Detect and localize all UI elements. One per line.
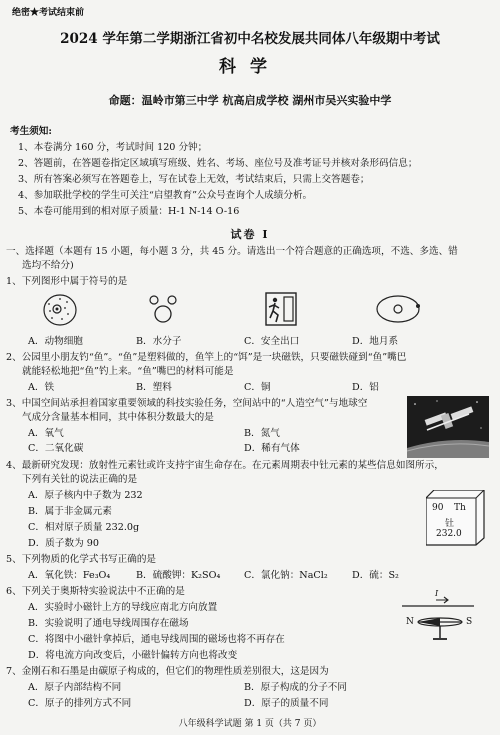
q1-option-a[interactable]: A．动物细胞 xyxy=(28,336,83,347)
q2-option-a[interactable]: A．铁 xyxy=(28,382,55,393)
q5-option-b[interactable]: B．硫酸钾：K₂SO₄ xyxy=(136,570,221,581)
q6-option-a[interactable]: A．实验时小磁针上方的导线应南北方向放置 xyxy=(28,602,218,613)
notice-item-2: 2、答题前，在答题卷指定区域填写班级、姓名、考场、座位号及准考证号并核对条形码信息； xyxy=(18,158,418,169)
q7-option-b[interactable]: B．原子构成的分子不同 xyxy=(244,682,347,693)
notice-item-4: 4、参加联批学校的学生可关注“启望教育”公众号查询个人成绩分析。 xyxy=(18,190,313,201)
q6-stem: 6、下列关于奥斯特实验说法中不正确的是 xyxy=(6,586,185,597)
page-footer: 八年级科学试题 第 1 页（共 7 页） xyxy=(178,719,322,729)
q5-stem: 5、下列物质的化学式书写正确的是 xyxy=(6,554,157,565)
exit-sign-icon xyxy=(264,291,298,327)
q6-option-d[interactable]: D．将电流方向改变后，小磁针偏转方向也将改变 xyxy=(28,650,238,661)
q7-option-a[interactable]: A．原子内部结构不同 xyxy=(28,682,122,693)
element-symbol: Th xyxy=(454,503,466,513)
north-label: N xyxy=(406,617,414,627)
q2-line2: 就能轻松地把“鱼”钓上来。“鱼”嘴巴的材料可能是 xyxy=(22,366,234,377)
q7-option-d[interactable]: D．原子的质量不同 xyxy=(244,698,329,709)
q4-option-d[interactable]: D．质子数为 90 xyxy=(28,538,99,549)
exam-title: 2024 学年第二学期浙江省初中名校发展共同体八年级期中考试 xyxy=(60,31,440,47)
notice-item-5: 5、本卷可能用到的相对原子质量：H-1 N-14 O-16 xyxy=(18,206,240,217)
q7-option-c[interactable]: C．原子的排列方式不同 xyxy=(28,698,132,709)
q4-line2: 下列有关钍的说法正确的是 xyxy=(22,474,138,485)
q3-line2: 气成分含量基本相同，其中体积分数最大的是 xyxy=(22,412,214,423)
animal-cell-icon xyxy=(40,290,80,330)
creators-line: 命题：温岭市第三中学 杭高启成学校 湖州市吴兴实验中学 xyxy=(108,94,392,107)
q6-option-c[interactable]: C．将图中小磁针拿掉后，通电导线周围的磁场也将不再存在 xyxy=(28,634,285,645)
oersted-figure xyxy=(400,590,480,650)
q3-line1: 3、中国空间站承担着国家重要领域的科技实验任务，空间站中的“人造空气”与地球空 xyxy=(6,398,368,409)
q2-option-d[interactable]: D．铝 xyxy=(352,382,379,393)
q6-option-b[interactable]: B．实验说明了通电导线周围存在磁场 xyxy=(28,618,189,629)
q5-option-c[interactable]: C．氯化钠：NaCl₂ xyxy=(244,570,328,581)
water-molecule-icon xyxy=(146,292,180,326)
q1-stem: 1、下列图形中属于符号的是 xyxy=(6,276,128,287)
element-mass: 232.0 xyxy=(436,529,462,539)
secret-label: 绝密★考试结束前 xyxy=(12,8,85,18)
q3-option-c[interactable]: C．二氧化碳 xyxy=(28,443,84,454)
q7-stem: 7、金刚石和石墨是由碳原子构成的，但它们的物理性质差别很大，这是因为 xyxy=(6,666,329,677)
q5-option-a[interactable]: A．氧化铁：Fe₃O₄ xyxy=(28,570,111,581)
south-label: S xyxy=(466,617,473,627)
q4-option-b[interactable]: B．属于非金属元素 xyxy=(28,506,112,517)
section-title: 试卷 I xyxy=(230,228,270,241)
q1-option-c[interactable]: C．安全出口 xyxy=(244,336,300,347)
part1-line1: 一、选择题（本题有 15 小题，每小题 3 分，共 45 分。请选出一个符合题意的正确选项，不选、多选、错 xyxy=(6,246,458,257)
q3-option-d[interactable]: D．稀有气体 xyxy=(244,443,300,454)
earth-moon-system-icon xyxy=(374,292,422,326)
q3-option-b[interactable]: B．氮气 xyxy=(244,428,280,439)
subject-title: 科学 xyxy=(219,57,281,77)
q2-option-b[interactable]: B．塑料 xyxy=(136,382,172,393)
element-name: 钍 xyxy=(445,519,455,529)
q4-option-a[interactable]: A．原子核内中子数为 232 xyxy=(28,490,143,501)
element-number: 90 xyxy=(432,503,444,513)
q2-line1: 2、公园里小朋友钓“鱼”。“鱼”是塑料做的，鱼竿上的“饵”是一块磁铁，只要磁铁碰到“鱼”嘴巴 xyxy=(6,352,407,363)
q5-option-d[interactable]: D．硫：S₂ xyxy=(352,570,399,581)
notice-heading: 考生须知: xyxy=(10,126,52,137)
current-label: I xyxy=(435,589,439,598)
q1-option-d[interactable]: D．地月系 xyxy=(352,336,399,347)
element-cell xyxy=(426,490,486,546)
q4-line1: 4、最新研究发现：放射性元素钍或许支持宇宙生命存在。在元素周期表中钍元素的某些信息如图所示， xyxy=(6,460,444,471)
part1-line2: 选均不给分) xyxy=(22,260,74,271)
q1-option-b[interactable]: B．水分子 xyxy=(136,336,182,347)
notice-item-1: 1、本卷满分 160 分，考试时间 120 分钟； xyxy=(18,142,208,153)
q2-option-c[interactable]: C．铜 xyxy=(244,382,271,393)
space-station-image xyxy=(407,396,489,458)
notice-item-3: 3、所有答案必须写在答题卷上，写在试卷上无效，考试结束后，只需上交答题卷； xyxy=(18,174,370,185)
q4-option-c[interactable]: C．相对原子质量 232.0g xyxy=(28,522,140,533)
q3-option-a[interactable]: A．氧气 xyxy=(28,428,64,439)
